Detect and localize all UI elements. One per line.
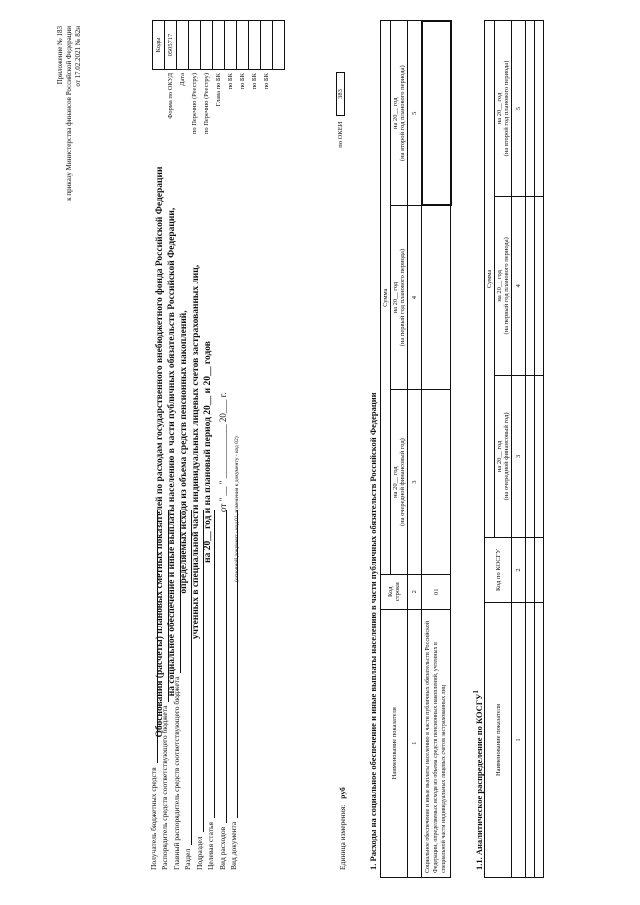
unit-value: руб xyxy=(338,787,347,799)
requisite-field xyxy=(158,510,170,870)
title-line-2: на социальное обеспечение и иные выплаты населению в части публичных обязательств Российской Федерации, xyxy=(167,207,177,697)
column-numbers-row: 1 2 3 4 5 xyxy=(512,21,526,878)
code-label: по БК xyxy=(251,73,258,90)
requisite-field xyxy=(169,510,181,870)
footnote-marker: 1 xyxy=(472,690,480,694)
codes-table xyxy=(152,20,285,170)
requisite-input-line[interactable] xyxy=(160,510,169,702)
requisite-input-line[interactable] xyxy=(206,510,215,818)
requisite-field xyxy=(192,510,204,870)
title-line-3: определяемых исходя из объема средств пенсионных накоплений, xyxy=(179,310,189,594)
requisite-label: Раздел xyxy=(183,848,192,870)
requisite-label: Целевая статья xyxy=(206,822,215,870)
code-value[interactable]: 0505717 xyxy=(165,21,177,70)
codes-row xyxy=(165,21,177,171)
requisites-fields xyxy=(146,510,238,870)
col-year2-header: на 20__ год (на первый год планового периода) xyxy=(495,196,512,375)
requisite-label: Главный распорядитель средств соответствующего бюджета xyxy=(171,676,181,870)
codes-row xyxy=(225,21,237,171)
requisite-input-line[interactable] xyxy=(149,510,158,763)
col-sum-header: Сумма xyxy=(485,21,495,538)
row-description: Социальное обеспечение и иные выплаты населению в части публичных обязательств Российской Федерации, определяемых исходя из объема средств пенсионных накоплений, учтенных в специальной части индивидуальных лицевых счетов застрахованных лиц xyxy=(422,609,451,877)
codes-row xyxy=(201,21,213,171)
requisite-label: Вид расходов xyxy=(217,826,227,870)
value-cell-year1[interactable] xyxy=(422,390,451,575)
code-label: по БК xyxy=(227,73,234,90)
unit-of-measure xyxy=(338,787,347,870)
col-code-header: Код строки xyxy=(381,574,408,609)
requisite-input-line[interactable] xyxy=(183,510,192,845)
okei-code xyxy=(336,72,345,148)
requisite-input-line[interactable] xyxy=(218,510,227,823)
codes-row xyxy=(273,21,285,171)
col-year2-header: на 20__ год (на первый год планового периода) xyxy=(391,205,408,389)
code-label: по Перечню (Реестру) xyxy=(203,73,210,135)
requisite-input-line[interactable] xyxy=(195,510,204,832)
requisite-field xyxy=(204,510,216,870)
col-sum-header: Сумма xyxy=(381,21,391,574)
codes-row xyxy=(249,21,261,171)
col-name-header: Наименование показателя xyxy=(485,603,512,878)
table-row xyxy=(535,21,544,878)
section-1-title: 1. Расходы на социальное обеспечение и иные выплаты населению в части публичных обязательств Российской Федерации xyxy=(368,392,378,870)
unit-label: Единица измерения: xyxy=(338,804,347,870)
requisite-field xyxy=(146,510,158,870)
requisite-label: Распорядитель средств соответствующего бюджета xyxy=(160,705,169,870)
code-label: по БК xyxy=(263,73,270,90)
code-value[interactable] xyxy=(249,21,261,70)
title-line-5: на 20__ год и на плановый период 20__ и 20__ годов xyxy=(203,341,213,563)
value-cell-year3[interactable] xyxy=(422,21,451,205)
codes-block xyxy=(152,20,285,170)
row-code: 01 xyxy=(422,574,451,609)
requisite-field xyxy=(215,510,227,870)
requisite-field xyxy=(227,510,239,870)
col-kosgu-header: Код по КОСГУ xyxy=(485,538,512,603)
requisite-field xyxy=(181,510,193,870)
appendix-note xyxy=(56,26,83,201)
requisite-label: Подраздел xyxy=(194,836,204,870)
okei-value: 383 xyxy=(336,72,345,116)
col-year3-header: на 20__ год (на второй год планового периода) xyxy=(495,21,512,197)
value-cell-year2[interactable] xyxy=(422,205,451,389)
kosgu-table xyxy=(484,20,544,878)
code-value[interactable] xyxy=(189,21,201,70)
requisite-label: Вид документа xyxy=(229,821,238,870)
col-name-header: Наименование показателя xyxy=(381,609,408,877)
requisite-input-line[interactable] xyxy=(229,510,238,818)
column-numbers-row: 1 2 3 4 5 xyxy=(408,21,422,878)
code-value[interactable] xyxy=(177,21,189,70)
col-year3-header: на 20__ год (на второй год планового периода) xyxy=(391,21,408,205)
code-value[interactable] xyxy=(213,21,225,70)
document-page xyxy=(50,12,590,892)
code-value[interactable] xyxy=(273,21,285,70)
table-row xyxy=(422,21,451,878)
appendix-order: к приказу Министерства финансов Российской Федерации xyxy=(65,26,73,201)
table-row xyxy=(526,21,535,878)
expenses-table xyxy=(380,20,452,878)
appendix-date: от 17.02.2021 № 82н xyxy=(74,26,82,87)
appendix-number: Приложение № 183 xyxy=(56,26,64,85)
title-line-4: учтенных в специальной части индивидуальных лицевых счетов застрахованных лиц, xyxy=(191,264,201,640)
code-value[interactable] xyxy=(261,21,273,70)
okei-label: по ОКЕИ xyxy=(337,121,344,148)
code-label: по Перечню (Реестру) xyxy=(191,73,198,135)
document-date: от " __ " ____________ 20___ г. xyxy=(218,392,228,512)
requisite-label: Получатель бюджетных средств xyxy=(148,767,158,870)
code-label xyxy=(273,70,285,171)
code-value[interactable] xyxy=(201,21,213,70)
code-label: по БК xyxy=(239,73,246,90)
col-year1-header: на 20__ год (на очередной финансовый год) xyxy=(391,390,408,575)
requisite-input-line[interactable] xyxy=(172,510,181,673)
section-1-1-title: 1.1. Аналитическое распределение по КОСГУ$^1$ xyxy=(472,690,484,870)
col-year1-header: на 20__ год (на очередной финансовый год) xyxy=(495,375,512,537)
codes-row xyxy=(189,21,201,171)
title-line-1: Обоснования (расчеты) плановых сметных показателей по расходам государственного внебюджетного фонда Российской Федерации xyxy=(155,166,165,738)
document-type-note: (основной документ - код 01, изменения к документу - код 02) xyxy=(234,436,240,582)
code-value[interactable] xyxy=(237,21,249,70)
codes-header: Коды xyxy=(153,21,165,70)
codes-row xyxy=(261,21,273,171)
codes-row xyxy=(213,21,225,171)
code-label: Дата xyxy=(179,73,186,86)
code-label: Глава по БК xyxy=(215,73,222,107)
code-label: Форма по ОКУД xyxy=(167,73,174,119)
codes-row xyxy=(237,21,249,171)
code-value[interactable] xyxy=(225,21,237,70)
codes-row xyxy=(177,21,189,171)
